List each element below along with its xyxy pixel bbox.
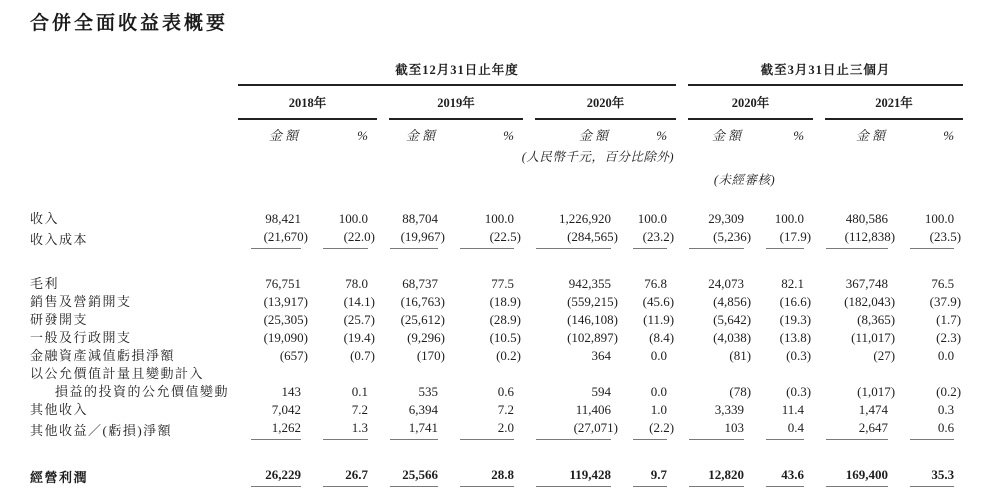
cell-value: (5,236) (676, 228, 753, 249)
cell-value: 942,355 (568, 276, 611, 291)
cell-value: (0.3) (786, 384, 812, 399)
cell-value: (22.0) (310, 228, 377, 249)
empty-cell (30, 145, 238, 167)
cell-value: (102,897) (567, 330, 618, 345)
cell-value (310, 365, 377, 383)
cell-value (238, 365, 310, 383)
col-header-percent: % (357, 128, 368, 143)
cell-value: 100.0 (338, 211, 368, 226)
cell-value: 1,474 (858, 402, 889, 417)
table-row (30, 347, 963, 365)
note-unaudited: (未經審核) (713, 173, 776, 187)
cell-value: (21,670) (238, 228, 310, 249)
table-row (30, 275, 963, 293)
cell-value: 88,704 (402, 211, 438, 226)
cell-value: (284,565) (523, 228, 620, 249)
cell-value: 367,748 (845, 276, 889, 291)
period-header-quarterly: 截至3月31日止三個月 (688, 61, 963, 86)
cell-value: (25,612) (400, 312, 445, 327)
row-label: 研發開支 (30, 312, 89, 327)
cell-value: 2,647 (813, 419, 897, 440)
cell-value: (170) (416, 348, 445, 363)
cell-value (447, 365, 523, 383)
cell-value: (27,071) (523, 419, 620, 440)
cell-value (523, 365, 620, 383)
row-label: 收入 (30, 211, 60, 226)
cell-value: 7,042 (271, 402, 301, 417)
cell-value: 535 (418, 384, 438, 399)
cell-value: 169,400 (813, 466, 897, 487)
col-header-amount: 金額 (856, 128, 889, 143)
row-label: 損益的投資的公允價值變動 (55, 384, 230, 399)
cell-value: (0.2) (936, 384, 962, 399)
cell-value: (22.5) (447, 228, 523, 249)
year-header-2020: 2020年 (535, 86, 676, 120)
cell-value: (19,967) (377, 228, 447, 249)
cell-value: (2.2) (620, 419, 676, 440)
cell-value: 7.2 (497, 402, 514, 417)
year-header-2020-q1: 2020年 (688, 86, 813, 120)
cell-value: 35.3 (897, 466, 963, 487)
cell-value: 76.8 (644, 276, 668, 291)
cell-value: (37.9) (929, 294, 962, 309)
period-header-row (30, 61, 963, 86)
row-label: 經營利潤 (30, 470, 89, 485)
period-group-annual (238, 61, 676, 86)
cell-value: (14.1) (343, 294, 375, 309)
cell-value: 100.0 (774, 211, 805, 226)
unaudited-note-row (30, 167, 963, 190)
cell-value: 100.0 (484, 211, 514, 226)
year-header-row (30, 86, 963, 120)
table-row (30, 293, 963, 311)
cell-value: (2.3) (936, 330, 962, 345)
cell-value: 0.0 (650, 384, 668, 399)
cell-value: (19.3) (779, 312, 812, 327)
col-header-amount: 金額 (578, 128, 611, 143)
cell-value: (5,642) (713, 312, 752, 327)
page-title: 合併全面收益表概要 (30, 13, 229, 34)
empty-cell (30, 86, 238, 120)
cell-value: (1,017) (857, 384, 896, 399)
year-header-2018: 2018年 (238, 86, 377, 120)
table-row (30, 365, 963, 383)
cell-value: (81) (729, 348, 752, 363)
cell-value: (11.9) (643, 312, 675, 327)
income-statement-table (30, 61, 963, 487)
cell-value: (4,856) (713, 294, 752, 309)
cell-value: 143 (281, 384, 301, 399)
cell-value: 98,421 (265, 211, 301, 226)
cell-value: (78) (729, 384, 752, 399)
table-body (30, 210, 963, 487)
period-group-quarterly (676, 61, 963, 86)
cell-value: 103 (676, 419, 753, 440)
cell-value: (27) (873, 348, 896, 363)
cell-value: 26.7 (310, 466, 377, 487)
empty-cell (30, 61, 238, 86)
cell-value: (9,296) (407, 330, 445, 345)
cell-value: 0.0 (937, 348, 955, 363)
table-row (30, 401, 963, 419)
cell-value: 119,428 (523, 466, 620, 487)
row-label: 金融資產減值虧損淨額 (30, 348, 176, 363)
cell-value: 0.0 (650, 348, 668, 363)
cell-value: 7.2 (351, 402, 368, 417)
cell-value: 0.3 (937, 402, 955, 417)
cell-value: 594 (591, 384, 611, 399)
cell-value: (45.6) (642, 294, 675, 309)
cell-value: 3,339 (714, 402, 745, 417)
cell-value: (25.7) (343, 312, 375, 327)
cell-value: (4,038) (713, 330, 752, 345)
cell-value: 78.0 (345, 276, 368, 291)
cell-value: (0.3) (786, 348, 812, 363)
cell-value: 11,406 (575, 402, 611, 417)
row-label: 以公允價值計量且變動計入 (30, 366, 205, 381)
table-row (30, 383, 963, 401)
cell-value: 9.7 (620, 466, 676, 487)
cell-value: (8,365) (857, 312, 896, 327)
cell-value: (19.4) (343, 330, 375, 345)
cell-value: (23.2) (620, 228, 676, 249)
cell-value: (0.7) (350, 348, 375, 363)
row-label: 其他收入 (30, 402, 89, 417)
cell-value: (112,838) (813, 228, 897, 249)
cell-value: 26,229 (238, 466, 310, 487)
cell-value: (13,917) (263, 294, 308, 309)
empty-cell (238, 167, 676, 190)
cell-value: 1,262 (238, 419, 310, 440)
cell-value: 12,820 (676, 466, 753, 487)
year-header-2019: 2019年 (389, 86, 523, 120)
cell-value (676, 365, 753, 383)
cell-value: 0.6 (497, 384, 514, 399)
cell-value: 0.1 (351, 384, 368, 399)
header-spacer-row (30, 190, 963, 210)
cell-value: (182,043) (844, 294, 896, 309)
cell-value (753, 365, 813, 383)
table-row (30, 419, 963, 440)
cell-value (813, 365, 897, 383)
cell-value: (23.5) (897, 228, 963, 249)
row-label: 其他收益／(虧損)淨額 (30, 423, 173, 438)
col-header-amount: 金額 (405, 128, 438, 143)
cell-value: 1,226,920 (559, 211, 611, 226)
row-label: 銷售及營銷開支 (30, 294, 132, 309)
table-row (30, 228, 963, 249)
cell-value: 24,073 (708, 276, 745, 291)
row-label: 收入成本 (30, 232, 89, 247)
cell-value: 100.0 (924, 211, 955, 226)
cell-value: 0.6 (897, 419, 963, 440)
cell-value: 6,394 (408, 402, 438, 417)
col-header-amount: 金額 (268, 128, 301, 143)
table-row (30, 329, 963, 347)
cell-value: (146,108) (567, 312, 618, 327)
empty-cell (30, 167, 238, 190)
row-label: 一般及行政開支 (30, 330, 132, 345)
cell-value: 1.0 (650, 402, 668, 417)
cell-value: (19,090) (263, 330, 308, 345)
cell-value: 29,309 (708, 211, 745, 226)
cell-value: 1,741 (377, 419, 447, 440)
cell-value: (28.9) (489, 312, 521, 327)
cell-value: 100.0 (637, 211, 668, 226)
empty-cell (30, 120, 238, 145)
cell-value: 82.1 (781, 276, 805, 291)
cell-value: (18.9) (489, 294, 521, 309)
col-header-percent: % (503, 128, 514, 143)
cell-value: (16,763) (400, 294, 445, 309)
cell-value: 480,586 (845, 211, 889, 226)
cell-value: (16.6) (779, 294, 812, 309)
cell-value: 76,751 (265, 276, 301, 291)
cell-value: (11,017) (851, 330, 896, 345)
cell-value: 43.6 (753, 466, 813, 487)
cell-value: (559,215) (567, 294, 618, 309)
note-currency: (人民幣千元，百分比除外) (521, 150, 675, 164)
cell-value: 77.5 (491, 276, 514, 291)
cell-value: (13.8) (779, 330, 812, 345)
table-row (30, 311, 963, 329)
empty-cell (813, 167, 963, 190)
cell-value: (17.9) (753, 228, 813, 249)
cell-value: (1.7) (936, 312, 962, 327)
spacer-row (30, 440, 963, 466)
col-header-amount: 金額 (712, 128, 745, 143)
cell-value (620, 365, 676, 383)
table-row (30, 210, 963, 228)
cell-value (897, 365, 963, 383)
cell-value: 11.4 (781, 402, 805, 417)
cell-value: (657) (279, 348, 308, 363)
cell-value: (25,305) (263, 312, 308, 327)
cell-value: (8.4) (649, 330, 675, 345)
col-header-percent: % (656, 128, 668, 143)
col-header-percent: % (793, 128, 805, 143)
year-header-2021-q1: 2021年 (825, 86, 963, 120)
cell-value: 1.3 (310, 419, 377, 440)
empty-cell (676, 145, 963, 167)
cell-value: 28.8 (447, 466, 523, 487)
units-note-row (30, 145, 963, 167)
table-row (30, 466, 963, 487)
column-header-row (30, 120, 963, 145)
cell-value: 0.4 (753, 419, 813, 440)
row-label: 毛利 (30, 276, 60, 291)
spacer-row (30, 249, 963, 275)
cell-value: 68,737 (402, 276, 438, 291)
cell-value (377, 365, 447, 383)
period-header-annual: 截至12月31日止年度 (238, 61, 676, 86)
cell-value: 364 (591, 348, 611, 363)
cell-value: 2.0 (447, 419, 523, 440)
cell-value: (10.5) (489, 330, 521, 345)
col-header-percent: % (943, 128, 955, 143)
cell-value: 76.5 (931, 276, 955, 291)
cell-value: (0.2) (496, 348, 521, 363)
cell-value: 25,566 (377, 466, 447, 487)
